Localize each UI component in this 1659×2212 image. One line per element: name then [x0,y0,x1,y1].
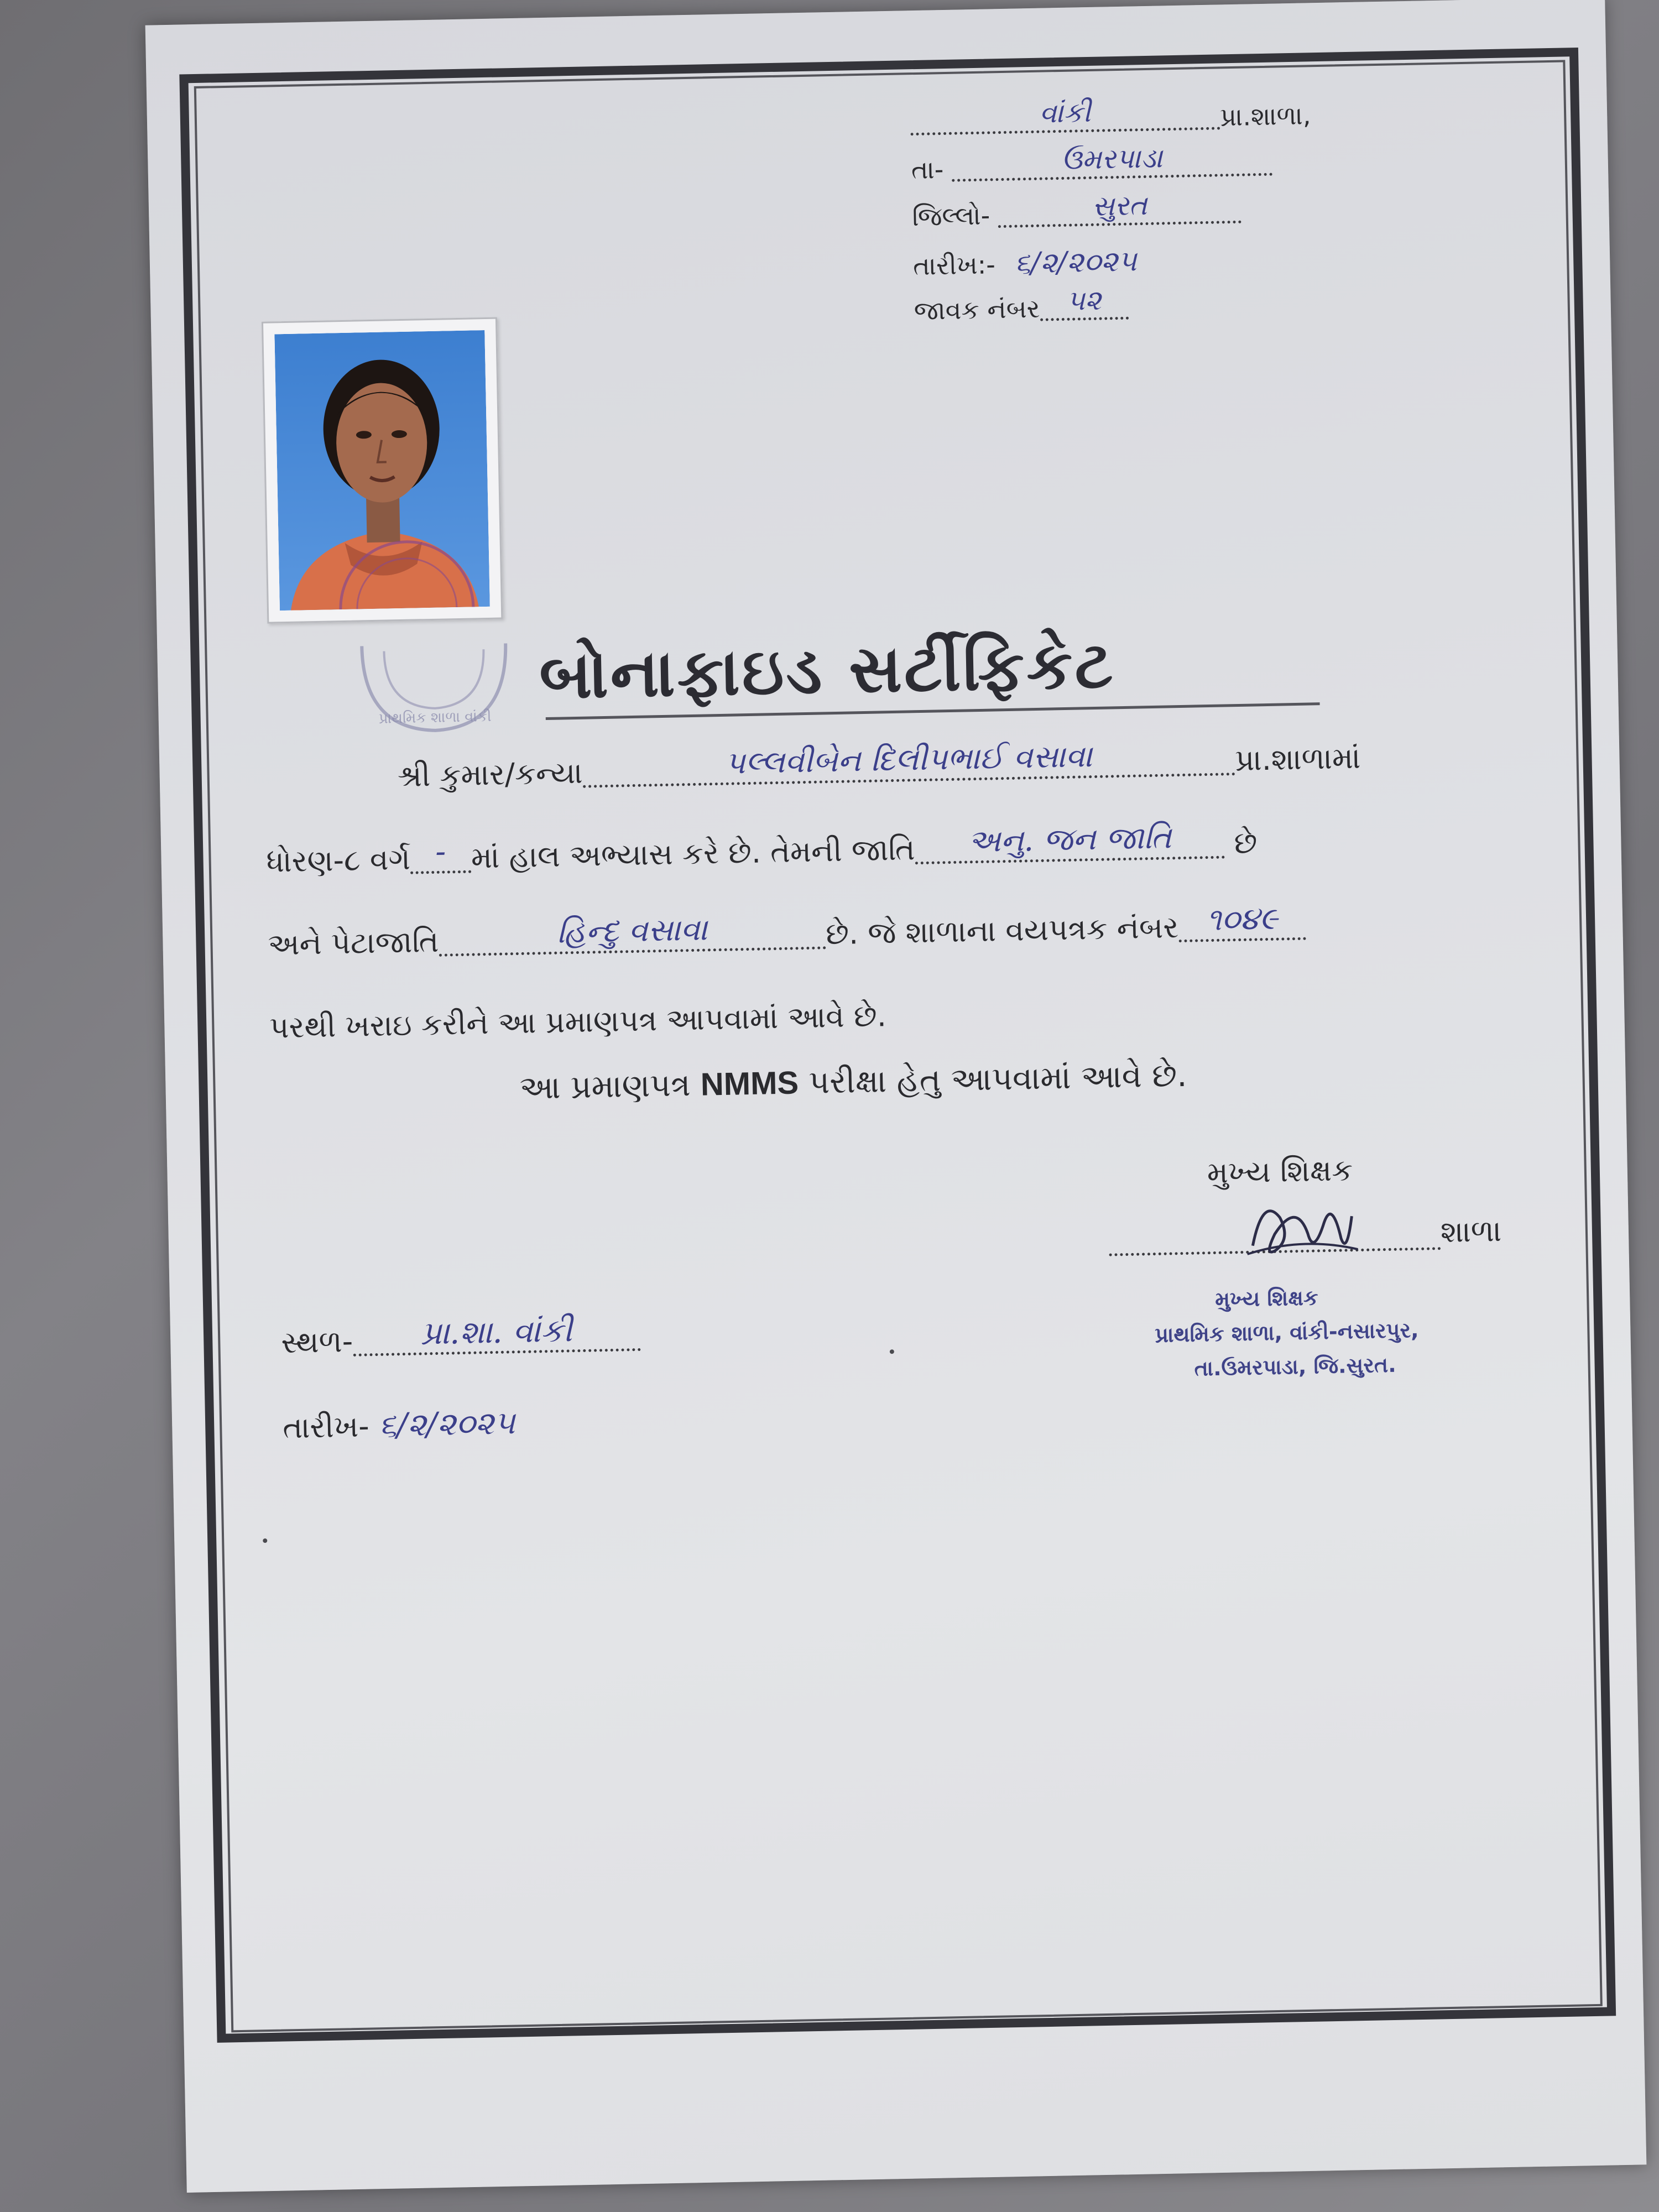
taluka-field [952,142,1273,182]
register-field [1178,900,1306,942]
footer-date-label: તારીખ- [282,1408,370,1446]
stamp-line-3: તા.ઉમરપાડા, જિ.સુરત. [1194,1352,1396,1381]
certificate-title: બોનાફાઇડ સર્ટીફિકેટ [538,626,1116,714]
student-name-field [582,738,1235,788]
school-field [910,96,1220,135]
place-label: સ્થળ- [280,1323,353,1360]
caste-field [915,820,1225,865]
school-round-stamp [351,632,519,746]
school-suffix: પ્રા.શાળા, [1219,100,1311,132]
header-block [910,98,1551,345]
signature-stamp [1154,1279,1420,1386]
school-value: વાંકી [1039,96,1092,129]
district-label: જિલ્લો- [912,200,990,232]
photo-image [274,330,490,611]
register-value: ૧૦૪૯ [1206,900,1279,938]
certificate-body [264,740,1542,1096]
student-name: પલ્લવીબેન દિલીપભાઈ વસાવા [724,738,1093,781]
line4-text: પરથી ખરાઇ કરીને આ પ્રમાણપત્ર આપવામાં આવે છે. [269,998,887,1045]
date-value: ૬/૨/૨૦૨૫ [1014,244,1138,280]
student-photo [262,317,503,624]
subcaste-value: હિન્દુ વસાવા [556,911,708,951]
date-label: તારીખ:- [912,249,996,281]
footer-date-value: ૬/૨/૨૦૨૫ [378,1404,516,1444]
signature-scribble [1240,1183,1364,1268]
line3-mid: છે. જે શાળાના વયપત્રક નંબર [825,910,1179,952]
district-field [998,189,1241,228]
line3-prefix: અને પેટાજાતિ [267,924,439,962]
stamp-line-2: પ્રાથમિક શાળા, વાંકી-નસારપુર, [1154,1317,1419,1348]
line2-mid: માં હાલ અભ્યાસ કરે છે. તેમની જાતિ [471,832,916,875]
footer-date-row [283,1404,644,1494]
outward-field [1040,284,1129,321]
taluka-label: તા- [911,154,944,185]
signature-school-word: શાળા [1440,1213,1502,1250]
place-date-block [280,1311,643,1494]
place-field [353,1311,641,1357]
nmms-suffix: પરીક્ષા હેતુ આપવામાં આવે છે. [808,1056,1188,1102]
place-row [280,1311,642,1411]
line1-prefix: શ્રી કુમાર/કન્યા [397,755,583,794]
stamp-ring-text: પ્રાથમિક શાળા વાંકી [378,708,492,727]
nmms-bold: NMMS [700,1065,799,1103]
line1-suffix: પ્રા.શાળામાં [1234,740,1361,778]
nmms-prefix: આ પ્રમાણપત્ર [519,1066,691,1107]
subcaste-field [439,911,826,956]
caste-value: અનુ. જન જાતિ [967,820,1172,860]
place-value: પ્રા.શા. વાંકી [420,1311,573,1352]
line2-suffix: છે [1234,825,1258,861]
taluka-value: ઉમરપાડા [1061,142,1163,176]
signature-title: મુખ્ય શિક્ષક [1207,1152,1353,1191]
division-field [410,833,472,874]
outward-value: ૫૨ [1066,284,1102,317]
paper-speck [890,1349,894,1354]
district-value: સુરત [1092,189,1147,222]
stamp-line-1: મુખ્ય શિક્ષક [1214,1285,1319,1312]
line2-prefix: ધોરણ-૮ વર્ગ [266,841,411,879]
outward-label: જાવક નંબર [914,293,1040,326]
certificate-paper [145,0,1647,2193]
division-value: - [435,833,446,870]
